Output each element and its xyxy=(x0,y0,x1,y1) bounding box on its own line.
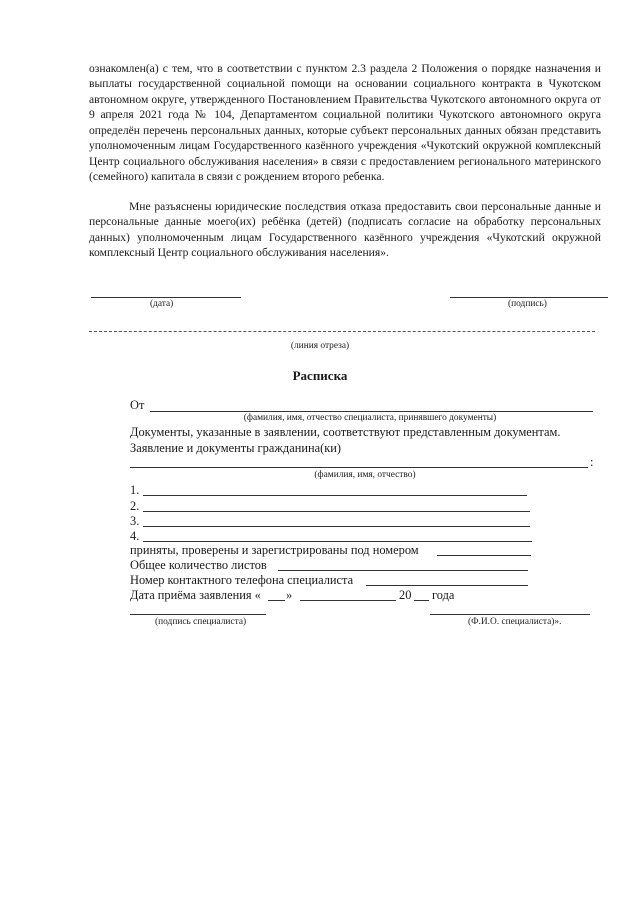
date-caption: (дата) xyxy=(150,299,174,309)
applicant-line xyxy=(130,467,588,468)
specialist-name-caption: (Ф.И.О. специалиста)». xyxy=(468,617,562,627)
applicant-colon: : xyxy=(590,455,594,469)
item-3-line xyxy=(143,526,530,527)
receipt-title: Расписка xyxy=(292,368,348,383)
signature-caption: (подпись) xyxy=(508,299,547,309)
consent-paragraph-1: ознакомлен(а) с тем, что в соответствии с пунктом 2.3 раздела 2 Положения о порядке назначения и выплаты государственной социальной помощи на основании социального контракта в Чукотском автономном округе, утвержденного Постановлением Правительства Чукотского автономного округа от 9 апреля 2021 года № 104, Департаментом социальной политики Чукотского автономного округа определён перечень персональных данных, которые субъект персональных данных обязан представить уполномоченным лицам Государственного казённого учреждения «Чукотский окружной комплексный Центр социального обслуживания населения» в связи с предоставлением регионального материнского (семейного) капитала в связи с рождением второго ребенка. xyxy=(89,62,601,184)
item-1-line xyxy=(143,495,527,496)
sheets-line xyxy=(278,570,528,571)
specialist-name-line xyxy=(430,614,590,615)
date-month-line xyxy=(300,600,396,601)
date-label-start: Дата приёма заявления « xyxy=(130,588,261,602)
cut-line-caption: (линия отреза) xyxy=(290,341,350,351)
sheets-label: Общее количество листов xyxy=(130,558,267,572)
date-year-line xyxy=(414,600,429,601)
date-label-mid: » xyxy=(286,588,293,602)
specialist-signature-caption: (подпись специалиста) xyxy=(155,617,247,627)
item-1-label: 1. xyxy=(130,483,140,497)
phone-line xyxy=(366,585,528,586)
signature-line xyxy=(450,297,608,298)
consent-paragraph-2: Мне разъяснены юридические последствия отказа предоставить свои персональные данные и персональные данные моего(их) ребёнка (детей) (подписать согласие на обработку персональных данных) уполномоченным лицам Государственного казённого учреждения «Чукотский окружной комплексный Центр социального обслуживания населения». xyxy=(89,200,601,260)
date-line xyxy=(91,297,241,298)
specialist-signature-line xyxy=(130,614,266,615)
cut-line xyxy=(89,331,595,332)
item-4-line xyxy=(143,541,532,542)
date-day-line xyxy=(268,600,285,601)
accepted-label: приняты, проверены и зарегистрированы под номером xyxy=(130,543,419,557)
item-2-label: 2. xyxy=(130,499,140,513)
item-3-label: 3. xyxy=(130,514,140,528)
documents-match-text: Документы, указанные в заявлении, соответствуют представленным документам. xyxy=(130,425,561,439)
item-2-line xyxy=(143,511,530,512)
applicant-caption: (фамилия, имя, отчество) xyxy=(314,470,416,480)
from-caption: (фамилия, имя, отчество специалиста, принявшего документы) xyxy=(243,413,497,423)
phone-label: Номер контактного телефона специалиста xyxy=(130,573,354,587)
item-4-label: 4. xyxy=(130,529,140,543)
from-line xyxy=(150,411,593,412)
date-label-end: года xyxy=(432,588,455,602)
from-label: От xyxy=(130,398,145,412)
accepted-number-line xyxy=(437,555,531,556)
date-label-year: 20 xyxy=(399,588,412,602)
applicant-text: Заявление и документы гражданина(ки) xyxy=(130,441,341,455)
